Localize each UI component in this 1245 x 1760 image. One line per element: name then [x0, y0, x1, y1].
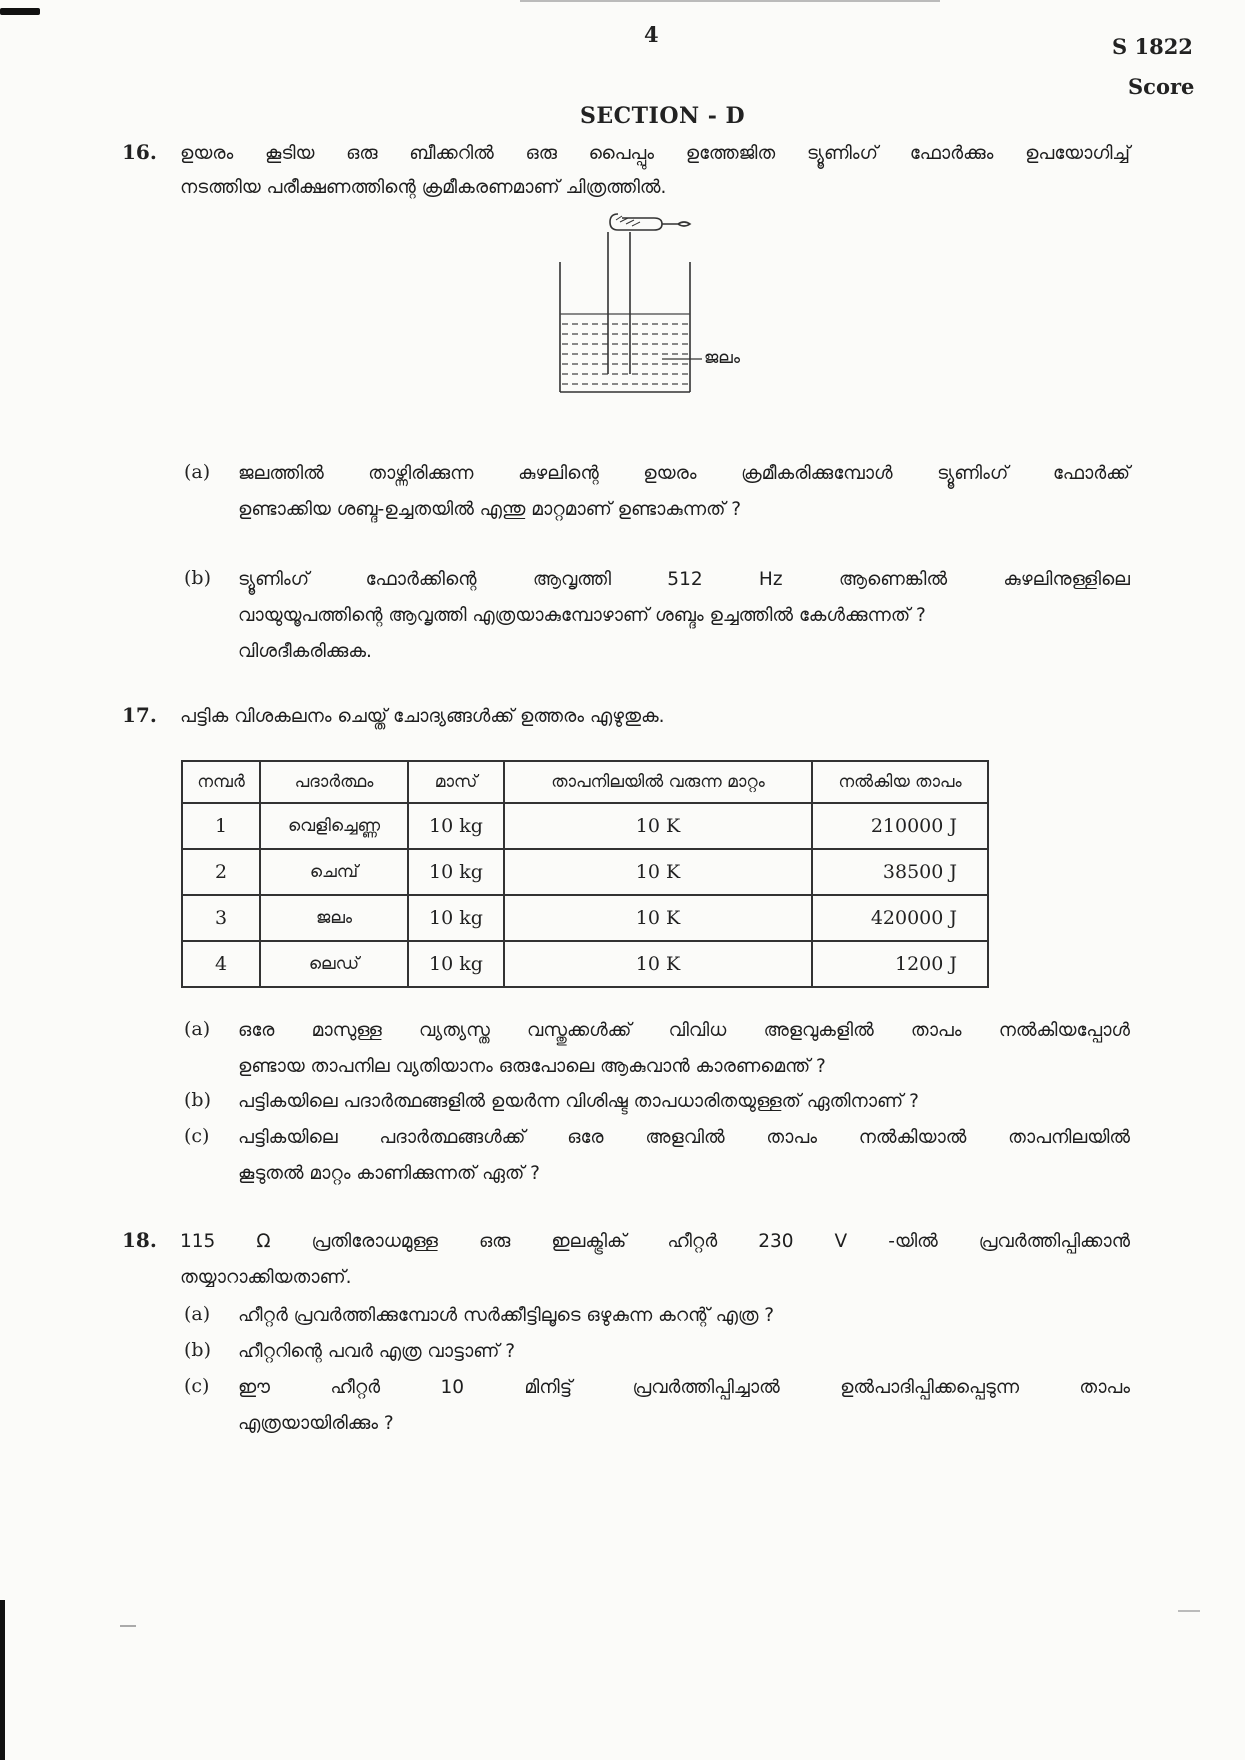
table-cell: 2: [182, 849, 260, 895]
table-cell: 10 K: [504, 803, 812, 849]
table-row: [182, 803, 988, 849]
question-text: ഉയരം കൂടിയ ഒരു ബീക്കറിൽ ഒരു പൈപ്പും ഉത്തേജിത ട്യൂണിംഗ് ഫോർക്കും ഉപയോഗിച്ച്: [180, 143, 1130, 164]
table-cell: 10 K: [504, 849, 812, 895]
question-number: 18.: [122, 1228, 157, 1252]
subquestion-text: പട്ടികയിലെ പദാർത്ഥങ്ങളിൽ ഉയർന്ന വിശിഷ്ട താപധാരിതയുള്ളത് ഏതിനാണ് ?: [238, 1091, 919, 1112]
pipe-outline: [608, 232, 630, 374]
table-cell: വെളിച്ചെണ്ണ: [260, 803, 408, 849]
subquestion-text: എത്രയായിരിക്കും ?: [238, 1413, 394, 1434]
table-cell: ലെഡ്: [260, 941, 408, 987]
table-cell: 10 K: [504, 895, 812, 941]
subquestion-label: (a): [184, 1018, 211, 1040]
table-cell: 38500 J: [812, 849, 988, 895]
table-header: നമ്പർ: [182, 761, 260, 803]
table-row: [182, 895, 988, 941]
table-cell: 1: [182, 803, 260, 849]
subquestion-label: (a): [184, 461, 211, 483]
table-cell: 3: [182, 895, 260, 941]
table-cell: 1200 J: [812, 941, 988, 987]
table-cell: 210000 J: [812, 803, 988, 849]
question-text: തയ്യാറാക്കിയതാണ്.: [180, 1267, 352, 1288]
subquestion-text: കൂടുതൽ മാറ്റം കാണിക്കുന്നത് ഏത് ?: [238, 1163, 540, 1184]
diagram-label: ജലം: [704, 348, 740, 368]
subquestion-text: ഹീറ്റർ പ്രവർത്തിക്കുമ്പോൾ സർക്കീട്ടിലൂടെ ഒഴുകുന്ന കറന്റ് എത്ര ?: [238, 1305, 775, 1326]
table-header: മാസ്: [408, 761, 504, 803]
tuning-fork-icon: [610, 214, 690, 230]
subquestion-text: പട്ടികയിലെ പദാർത്ഥങ്ങൾക്ക് ഒരേ അളവിൽ താപം നൽകിയാൽ താപനിലയിൽ: [238, 1127, 1130, 1148]
subquestion-label: (b): [184, 1089, 211, 1111]
subquestion-text: ഹീറ്ററിന്റെ പവർ എത്ര വാട്ടാണ് ?: [238, 1341, 516, 1362]
table-cell: 10 kg: [408, 895, 504, 941]
subquestion-label: (b): [184, 1339, 211, 1361]
question-number: 17.: [122, 703, 157, 727]
paper-code: S 1822: [1112, 34, 1193, 59]
scan-top-line: [520, 0, 940, 2]
subquestion-label: (b): [184, 567, 211, 589]
question-text: 115 Ω പ്രതിരോധമുള്ള ഒരു ഇലക്ട്രിക് ഹീറ്റർ 230 V -യിൽ പ്രവർത്തിപ്പിക്കാൻ: [180, 1231, 1130, 1252]
question-text: നടത്തിയ പരീക്ഷണത്തിന്റെ ക്രമീകരണമാണ് ചിത്രത്തിൽ.: [180, 177, 667, 198]
section-title: SECTION - D: [580, 103, 746, 129]
score-label: Score: [1128, 74, 1195, 99]
scan-left-bar: [0, 1600, 5, 1760]
subquestion-label: (a): [184, 1303, 211, 1325]
question-text: പട്ടിക വിശകലനം ചെയ്ത് ചോദ്യങ്ങൾക്ക് ഉത്തരം എഴുതുക.: [180, 706, 665, 727]
table-cell: 10 kg: [408, 803, 504, 849]
table-cell: 420000 J: [812, 895, 988, 941]
question-number: 16.: [122, 140, 157, 164]
page-number: 4: [644, 22, 659, 47]
table-header: താപനിലയിൽ വരുന്ന മാറ്റം: [504, 761, 812, 803]
subquestion-text: ഒരേ മാസുള്ള വ്യത്യസ്ത വസ്തുക്കൾക്ക് വിവിധ അളവുകളിൽ താപം നൽകിയപ്പോൾ: [238, 1020, 1130, 1041]
table-row: [182, 941, 988, 987]
beaker-outline: [560, 262, 690, 392]
scan-mark: [1178, 1610, 1200, 1612]
subquestion-label: (c): [184, 1125, 210, 1147]
data-table: [181, 760, 989, 988]
subquestion-text: വായുയൂപത്തിന്റെ ആവൃത്തി എത്രയാകുമ്പോഴാണ് ശബ്ദം ഉച്ചത്തിൽ കേൾക്കുന്നത് ?: [238, 605, 926, 626]
subquestion-text: ഉണ്ടായ താപനില വ്യതിയാനം ഒരുപോലെ ആകുവാൻ കാരണമെന്ത് ?: [238, 1056, 826, 1077]
table-cell: 10 K: [504, 941, 812, 987]
subquestion-text: വിശദീകരിക്കുക.: [238, 641, 372, 662]
table-cell: 10 kg: [408, 849, 504, 895]
subquestion-text: ഈ ഹീറ്റർ 10 മിനിട്ട് പ്രവർത്തിപ്പിച്ചാൽ ഉൽപാദിപ്പിക്കപ്പെടുന്ന താപം: [238, 1377, 1130, 1398]
subquestion-text: ജലത്തിൽ താഴ്ന്നിരിക്കുന്ന കുഴലിന്റെ ഉയരം ക്രമീകരിക്കുമ്പോൾ ട്യൂണിംഗ് ഫോർക്ക്: [238, 463, 1130, 484]
subquestion-label: (c): [184, 1375, 210, 1397]
water-area: [560, 314, 690, 384]
table-cell: ജലം: [260, 895, 408, 941]
table-header: പദാർത്ഥം: [260, 761, 408, 803]
scan-mark: [120, 1625, 136, 1627]
subquestion-text: ഉണ്ടാക്കിയ ശബ്ദ-ഉച്ചതയിൽ എന്തു മാറ്റമാണ് ഉണ്ടാകുന്നത് ?: [238, 499, 742, 520]
table-header: നൽകിയ താപം: [812, 761, 988, 803]
scan-corner-mark: [0, 8, 40, 15]
table-cell: 10 kg: [408, 941, 504, 987]
table-header-row: [182, 761, 988, 803]
beaker-diagram: [550, 210, 720, 400]
table-row: [182, 849, 988, 895]
subquestion-text: ട്യൂണിംഗ് ഫോർക്കിന്റെ ആവൃത്തി 512 Hz ആണെങ്കിൽ കുഴലിനുള്ളിലെ: [238, 569, 1130, 590]
table-cell: ചെമ്പ്: [260, 849, 408, 895]
table-cell: 4: [182, 941, 260, 987]
